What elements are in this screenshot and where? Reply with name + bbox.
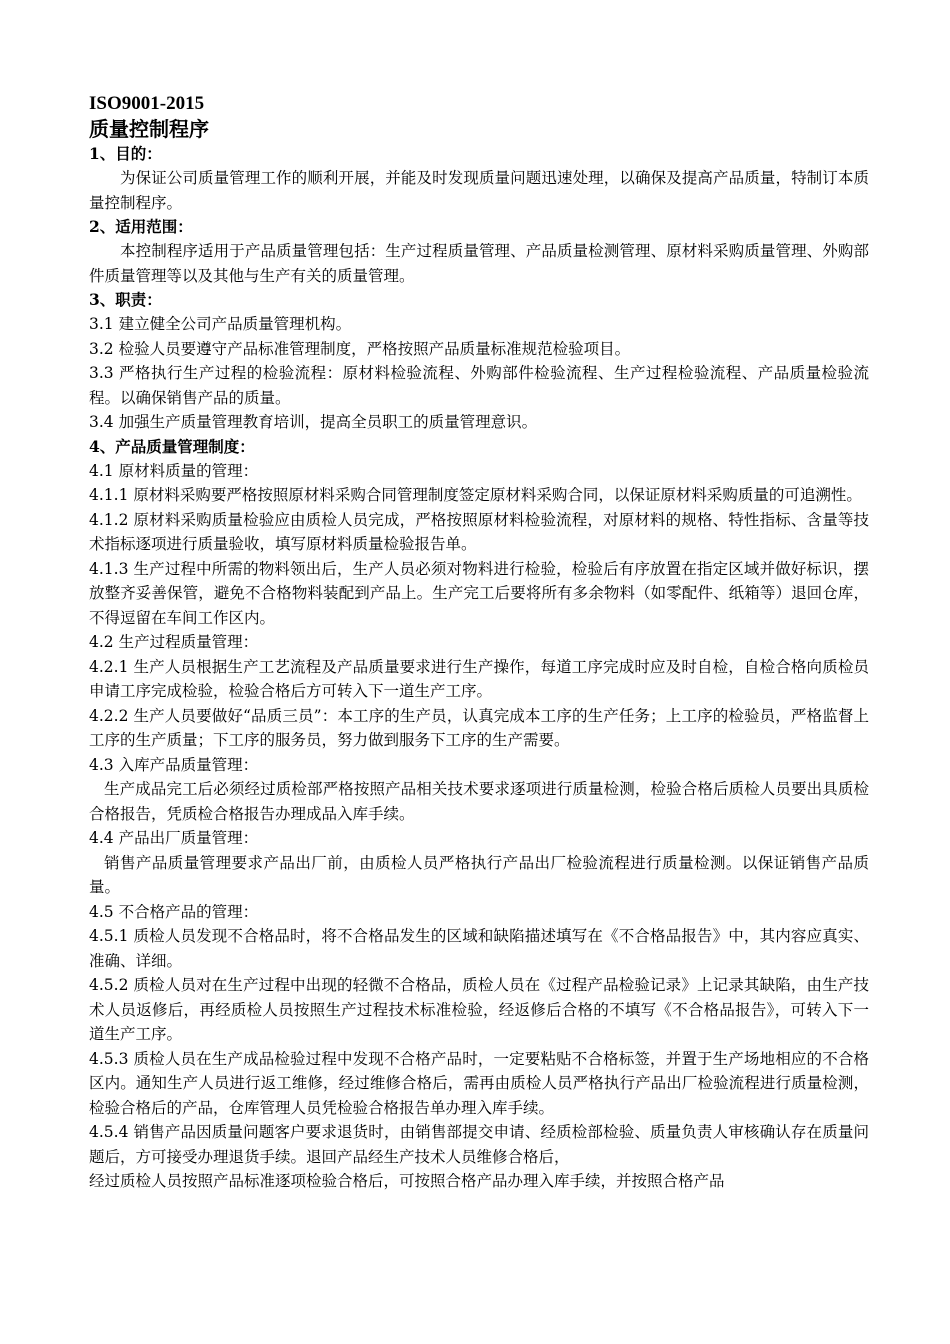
section-heading: 3、职责： [89,290,162,309]
section-heading: 4、产品质量管理制度： [89,436,255,456]
body-paragraph: 4.1.2 原材料采购质量检验应由质检人员完成，严格按照原材料检验流程，对原材料的规格、特性指标、含量等技术指标逐项进行质量验收，填写原材料质量检验报告单。 [89,510,869,553]
body-paragraph: 4.1.1 原材料采购要严格按照原材料采购合同管理制度签定原材料采购合同，以保证原材料采购质量的可追溯性。 [89,486,862,504]
body-paragraph: 4.1 原材料质量的管理： [89,461,259,480]
body-paragraph: 3.2 检验人员要遵守产品标准管理制度，严格按照产品质量标准规范检验项目。 [89,339,631,358]
body-paragraph: 4.2.2 生产人员要做好“品质三员”：本工序的生产员，认真完成本工序的生产任务；上工序的检验员，严格监督上工序的生产质量；下工序的服务员，努力做到服务下工序的生产需要。 [89,706,869,749]
body-paragraph: 4.4 产品出厂质量管理： [89,829,259,847]
document-page [89,92,869,1194]
document-title: 质量控制程序 [89,117,209,141]
body-paragraph: 3.4 加强生产质量管理教育培训，提高全员职工的质量管理意识。 [89,413,538,431]
body-paragraph: 4.2.1 生产人员根据生产工艺流程及产品质量要求进行生产操作，每道工序完成时应及时自检，自检合格向质检员申请工序完成检验，检验合格后方可转入下一道生产工序。 [89,657,869,700]
document-code: ISO9001-2015 [89,93,205,114]
document-body [89,142,869,1194]
body-paragraph: 4.5.4 销售产品因质量问题客户要求退货时，由销售部提交申请、经质检部检验、质量负责人审核确认存在质量问题后，方可接受办理退货手续。退回产品经生产技术人员维修合格后， [89,1123,869,1166]
body-paragraph: 4.5.2 质检人员对在生产过程中出现的轻微不合格品，质检人员在《过程产品检验记录》上记录其缺陷，由生产技术人员返修后，再经质检人员按照生产过程技术标准检验，经返修后合格的不填写《不合格品报告》，可转入下一道生产工序。 [89,976,869,1043]
body-paragraph: 4.2 生产过程质量管理： [89,633,259,651]
body-paragraph: 4.5 不合格产品的管理： [89,902,259,921]
body-paragraph: 3.1 建立健全公司产品质量管理机构。 [89,315,352,333]
body-paragraph: 4.5.3 质检人员在生产成品检验过程中发现不合格产品时，一定要粘贴不合格标签，并置于生产场地相应的不合格区内。通知生产人员进行返工维修，经过维修合格后，需再由质检人员严格执行产品出厂检验流程进行质量检测，检验合格后的产品，仓库管理人员凭检验合格报告单办理入库手续。 [89,1049,869,1117]
body-paragraph: 为保证公司质量管理工作的顺利开展，并能及时发现质量问题迅速处理，以确保及提高产品质量，特制订本质量控制程序。 [89,169,869,212]
body-paragraph: 销售产品质量管理要求产品出厂前，由质检人员严格执行产品出厂检验流程进行质量检测。以保证销售产品质量。 [89,853,869,896]
body-paragraph: 经过质检人员按照产品标准逐项检验合格后，可按照合格产品办理入库手续，并按照合格产品 [89,1172,725,1190]
section-heading: 2、适用范围： [89,217,193,236]
body-paragraph: 本控制程序适用于产品质量管理包括：生产过程质量管理、产品质量检测管理、原材料采购质量管理、外购部件质量管理等以及其他与生产有关的质量管理。 [89,242,869,285]
body-paragraph: 4.3 入库产品质量管理： [89,755,259,774]
section-heading: 1、目的： [89,144,162,163]
body-paragraph: 4.1.3 生产过程中所需的物料领出后，生产人员必须对物料进行检验，检验后有序放置在指定区域并做好标识，摆放整齐妥善保管，避免不合格物料装配到产品上。生产完工后要将所有多余物料（如零配件、纸箱等）退回仓库，不得逗留在车间工作区内。 [89,559,869,627]
body-paragraph: 4.5.1 质检人员发现不合格品时，将不合格品发生的区域和缺陷描述填写在《不合格品报告》中，其内容应真实、准确、详细。 [89,927,869,970]
body-paragraph: 生产成品完工后必须经过质检部严格按照产品相关技术要求逐项进行质量检测，检验合格后质检人员要出具质检合格报告，凭质检合格报告办理成品入库手续。 [89,780,869,823]
body-paragraph: 3.3 严格执行生产过程的检验流程：原材料检验流程、外购部件检验流程、生产过程检验流程、产品质量检验流程。以确保销售产品的质量。 [89,364,869,407]
